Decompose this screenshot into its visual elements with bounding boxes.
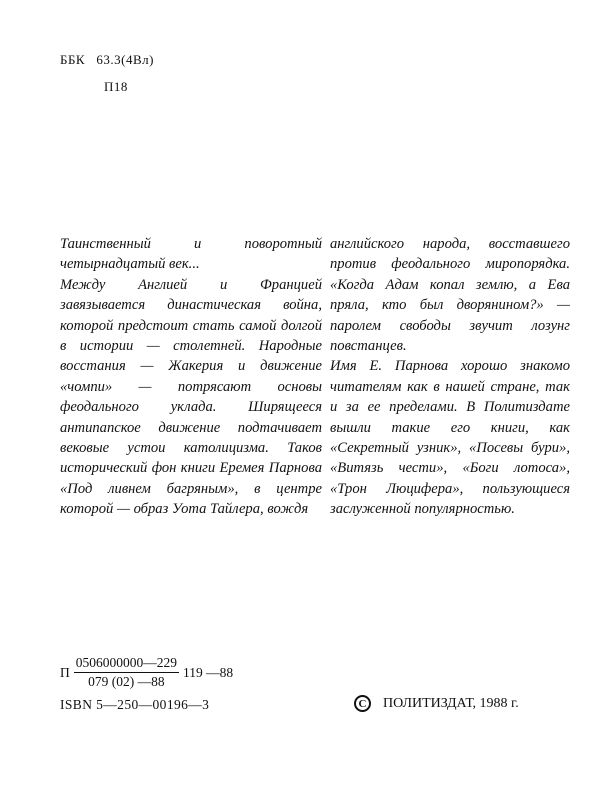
annotation-right-column: английского народа, восставшего против феодального миропорядка. «Когда Адам копал землю, а Ева пряла, кто был дворянином?» — паролем свободы звучит лозунг повстанцев. Имя Е. Парнова хорошо знакомо читателям как в нашей стране, так и за ее пределами. В Политиздате вышли такие его книги, как «Секретный узник», «Посевы бури», «Витязь чести», «Боги лотоса», «Трон Люцифера», пользующиеся заслуженной популярностью. (330, 236, 570, 518)
classification-numerator: 0506000000—229 (74, 655, 179, 673)
classification-code (60, 655, 233, 690)
bbk-line (60, 52, 154, 68)
classification-fraction (74, 655, 179, 690)
author-mark: П18 (104, 79, 128, 94)
annotation-left-column: Таинственный и поворотный четырнадцатый век... Между Англией и Францией завязывается династическая война, которой предстоит стать самой долгой в истории — столетней. Народные восстания — Жакерия и движение «чомпи» — потрясают основы феодального уклада. Ширящееся антипапское движение подтачивает вековые устои католицизма. Таков исторический фон книги Еремея Парнова «Под ливнем багряным», в центре которой — образ Уота Тайлера, вождя (60, 236, 322, 518)
bbk-block (60, 52, 154, 94)
copyright-icon: С (354, 695, 371, 712)
publisher-year: ПОЛИТИЗДАТ, 1988 г. (383, 695, 519, 711)
isbn: ISBN 5—250—00196—3 (60, 697, 210, 712)
classification-prefix: П (60, 664, 70, 680)
copyright-line (354, 695, 519, 712)
classification-suffix: 119 —88 (183, 664, 234, 680)
classification-denominator: 079 (02) —88 (88, 674, 165, 689)
bbk-code: 63.3(4Вл) (96, 52, 154, 67)
bbk-label: ББК (60, 52, 86, 67)
